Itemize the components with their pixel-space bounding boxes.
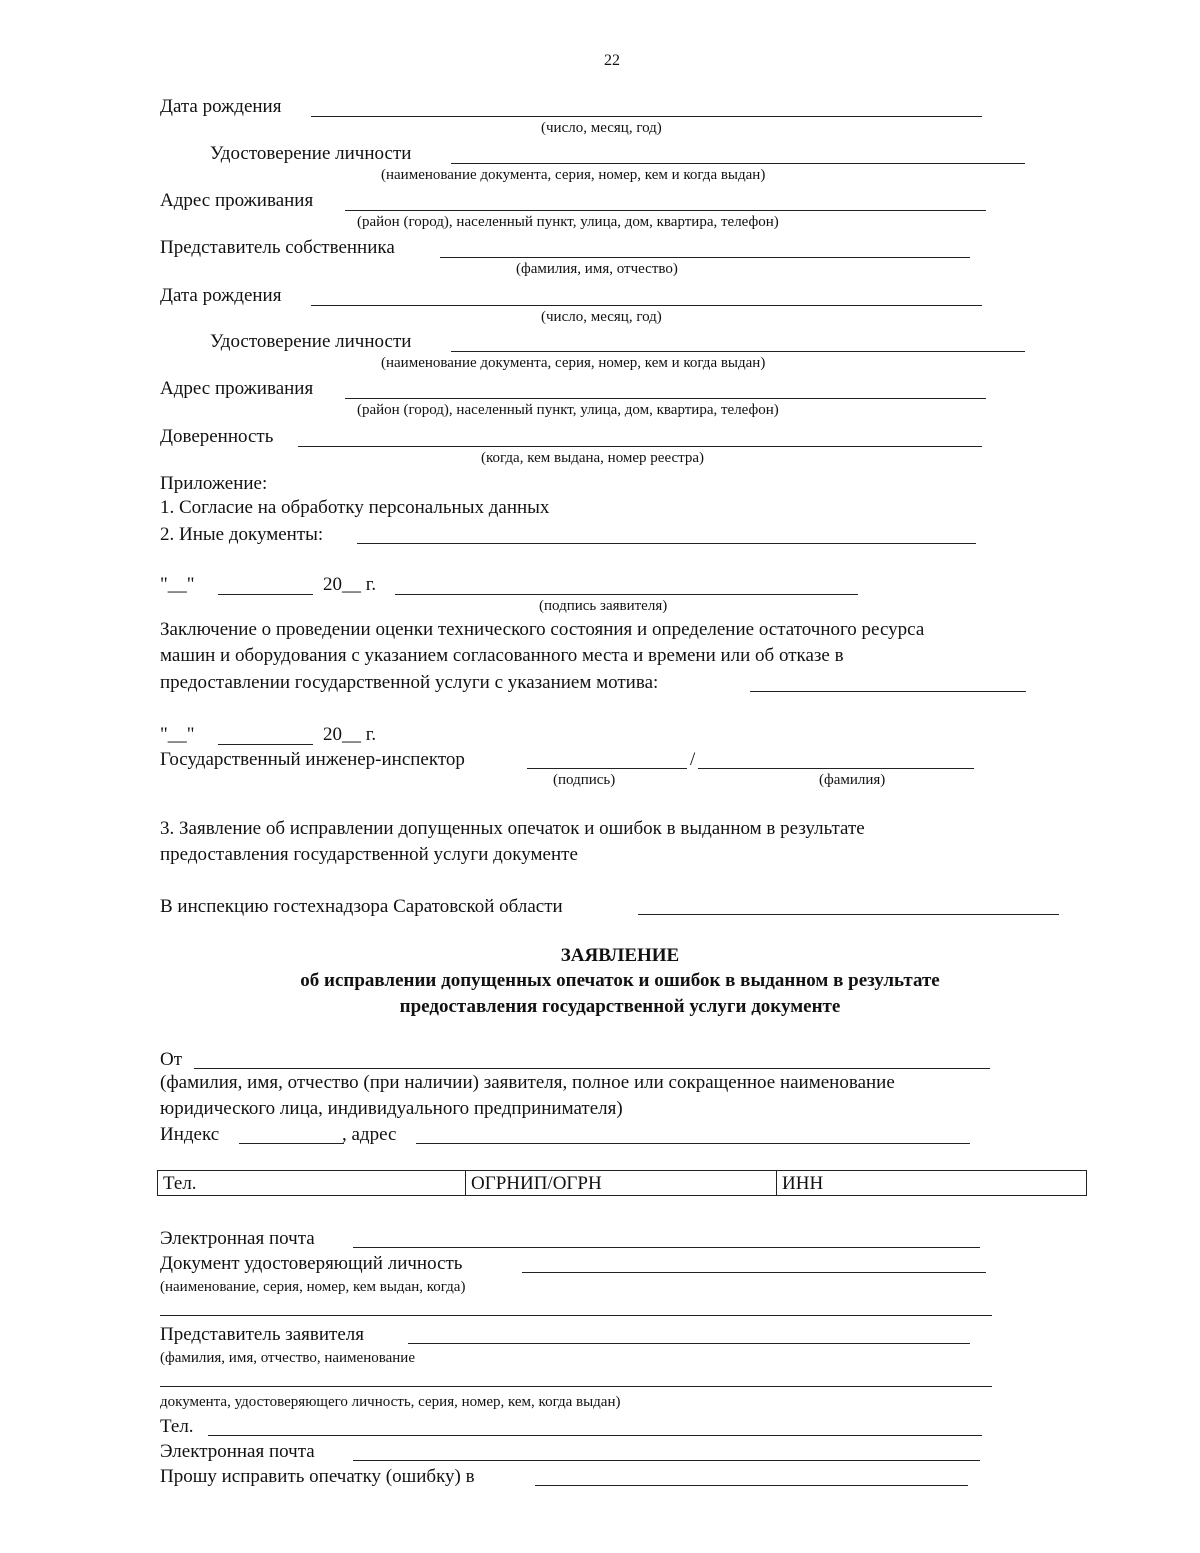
correction-request-label: Прошу исправить опечатку (ошибку) в (160, 1466, 475, 1487)
conclusion-text-line2: машин и оборудования с указанием согласованного места и времени или об отказе в (160, 645, 844, 666)
from-field[interactable] (194, 1068, 990, 1069)
address-hint: (район (город), населенный пункт, улица, дом, квартира, телефон) (357, 214, 779, 230)
representative-document-field[interactable] (160, 1386, 992, 1387)
document-label: Документ удостоверяющий личность (160, 1253, 463, 1274)
section3-title-line2: предоставления государственной услуги документе (160, 844, 578, 865)
representative-label: Представитель собственника (160, 237, 395, 258)
from-hint-line2: юридического лица, индивидуального предпринимателя) (160, 1098, 623, 1119)
inn-cell[interactable]: ИНН (777, 1171, 1087, 1196)
applicant-signature-hint: (подпись заявителя) (539, 598, 668, 614)
date-year-2: 20__ г. (323, 724, 377, 745)
rep-address-field[interactable] (345, 398, 986, 399)
inspection-field[interactable] (638, 914, 1059, 915)
rep-birth-date-field[interactable] (311, 305, 982, 306)
rep-address-hint: (район (город), населенный пункт, улица, дом, квартира, телефон) (357, 402, 779, 418)
refusal-reason-field[interactable] (750, 691, 1026, 692)
inspector-surname-hint: (фамилия) (819, 772, 886, 788)
id-document-field[interactable] (451, 163, 1025, 164)
representative-document-hint: документа, удостоверяющего личность, серия, номер, кем, когда выдан) (160, 1394, 621, 1410)
rep-birth-date-hint: (число, месяц, год) (541, 309, 662, 325)
email-label-2: Электронная почта (160, 1441, 315, 1462)
ogrn-cell[interactable]: ОГРНИП/ОГРН (466, 1171, 777, 1196)
proxy-hint: (когда, кем выдана, номер реестра) (481, 450, 705, 466)
from-label: От (160, 1049, 183, 1070)
birth-date-label: Дата рождения (160, 96, 282, 117)
phone-cell[interactable]: Тел. (158, 1171, 466, 1196)
document-field[interactable] (522, 1272, 986, 1273)
birth-date-hint: (число, месяц, год) (541, 120, 662, 136)
appendix-item-other: 2. Иные документы: (160, 524, 324, 545)
page-number: 22 (604, 52, 620, 69)
inspection-label: В инспекцию гостехнадзора Саратовской области (160, 896, 563, 917)
phone-label: Тел. (160, 1416, 194, 1437)
proxy-field[interactable] (298, 446, 982, 447)
representative-field[interactable] (440, 257, 970, 258)
rep-birth-date-label: Дата рождения (160, 285, 282, 306)
signature-slash: / (690, 749, 696, 770)
id-document-label: Удостоверение личности (210, 143, 412, 164)
rep-id-document-label: Удостоверение личности (210, 331, 412, 352)
index-label: Индекс (160, 1124, 220, 1145)
birth-date-field[interactable] (311, 116, 982, 117)
address-label-2: , адрес (342, 1124, 397, 1145)
address-field[interactable] (345, 210, 986, 211)
inspector-signature-hint: (подпись) (553, 772, 616, 788)
conclusion-text-line3: предоставлении государственной услуги с указанием мотива: (160, 672, 659, 693)
contact-info-table (157, 1170, 1087, 1196)
rep-id-document-hint: (наименование документа, серия, номер, кем и когда выдан) (381, 355, 766, 371)
applicant-signature-field[interactable] (395, 594, 858, 595)
email-label: Электронная почта (160, 1228, 315, 1249)
appendix-item-consent: 1. Согласие на обработку персональных данных (160, 497, 550, 518)
conclusion-text-line1: Заключение о проведении оценки технического состояния и определение остаточного ресурса (160, 619, 925, 640)
document-field-continued[interactable] (160, 1315, 992, 1316)
from-hint-line1: (фамилия, имя, отчество (при наличии) заявителя, полное или сокращенное наименование (160, 1072, 895, 1093)
inspector-label: Государственный инженер-инспектор (160, 749, 465, 770)
representative-hint: (фамилия, имя, отчество) (516, 261, 678, 277)
applicant-representative-label: Представитель заявителя (160, 1324, 365, 1345)
email-field[interactable] (353, 1247, 980, 1248)
document-hint: (наименование, серия, номер, кем выдан, когда) (160, 1279, 466, 1295)
date-quote: "__" (160, 574, 195, 595)
email-field-2[interactable] (353, 1460, 980, 1461)
rep-address-label: Адрес проживания (160, 378, 314, 399)
rep-id-document-field[interactable] (451, 351, 1025, 352)
statement-subtitle-line2: предоставления государственной услуги документе (399, 996, 841, 1017)
address-label: Адрес проживания (160, 190, 314, 211)
inspector-signature-field[interactable] (527, 768, 687, 769)
appendix-title: Приложение: (160, 473, 268, 494)
date-month-field-2[interactable] (218, 744, 313, 745)
proxy-label: Доверенность (160, 426, 274, 447)
date-month-field[interactable] (218, 594, 313, 595)
date-quote-2: "__" (160, 724, 195, 745)
correction-request-field[interactable] (535, 1485, 968, 1486)
other-documents-field[interactable] (357, 543, 976, 544)
id-document-hint: (наименование документа, серия, номер, кем и когда выдан) (381, 167, 766, 183)
applicant-representative-field[interactable] (408, 1343, 970, 1344)
address-field-2[interactable] (416, 1143, 970, 1144)
statement-subtitle-line1: об исправлении допущенных опечаток и ошибок в выданном в результате (300, 970, 940, 991)
statement-title: ЗАЯВЛЕНИЕ (560, 945, 680, 966)
index-field[interactable] (239, 1143, 344, 1144)
applicant-representative-hint: (фамилия, имя, отчество, наименование (160, 1350, 415, 1366)
inspector-surname-field[interactable] (698, 768, 974, 769)
phone-field[interactable] (208, 1435, 982, 1436)
date-year: 20__ г. (323, 574, 377, 595)
section3-title-line1: 3. Заявление об исправлении допущенных опечаток и ошибок в выданном в результате (160, 818, 865, 839)
